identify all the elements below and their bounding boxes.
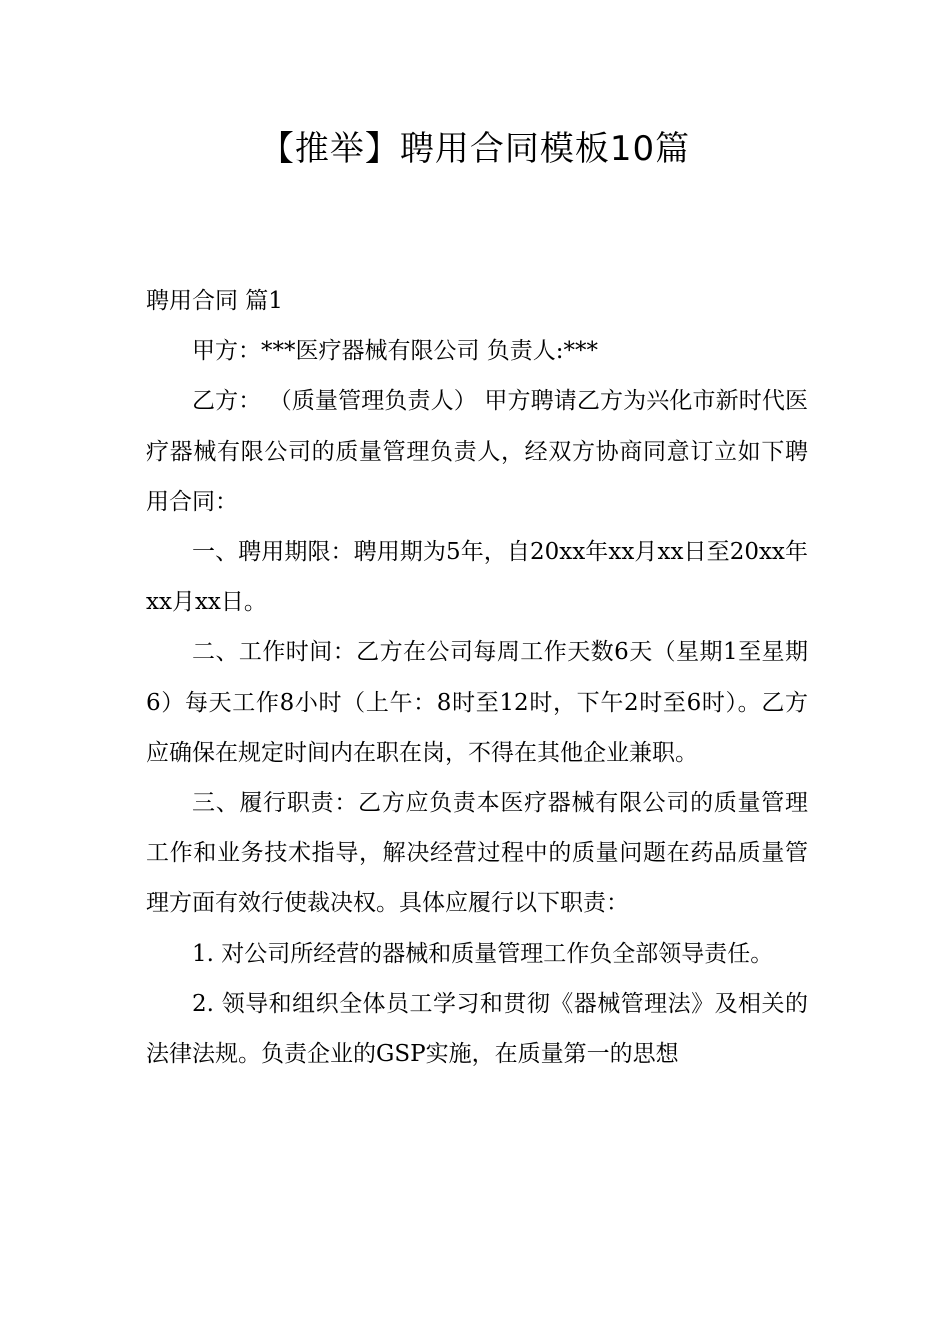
document-title: 【推举】聘用合同模板10篇 (259, 129, 691, 169)
paragraph-term: 一、聘用期限：聘用期为5年，自20xx年xx月xx日至20xx年xx月xx日。 (146, 539, 808, 616)
section-heading: 聘用合同 篇1 (146, 288, 283, 314)
paragraph-duties: 三、履行职责：乙方应负责本医疗器械有限公司的质量管理工作和业务技术指导，解决经营过程中的质量问题在药品质量管理方面有效行使裁决权。具体应履行以下职责： (146, 790, 808, 917)
document-body (146, 276, 808, 1079)
paragraph-party-a: 甲方：***医疗器械有限公司 负责人:*** (192, 338, 599, 365)
paragraph-working-hours: 二、工作时间：乙方在公司每周工作天数6天（星期1至星期6）每天工作8小时（上午：8时至12时，下午2时至6时）。乙方应确保在规定时间内在职在岗，不得在其他企业兼职。 (146, 639, 808, 766)
paragraph-party-b: 乙方： （质量管理负责人） 甲方聘请乙方为兴化市新时代医疗器械有限公司的质量管理负责人，经双方协商同意订立如下聘用合同： (146, 388, 808, 515)
paragraph-duty-2: 2. 领导和组织全体员工学习和贯彻《器械管理法》及相关的法律法规。负责企业的GSP实施，在质量第一的思想 (146, 990, 808, 1068)
paragraph-duty-1: 1. 对公司所经营的器械和质量管理工作负全部领导责任。 (192, 940, 774, 967)
